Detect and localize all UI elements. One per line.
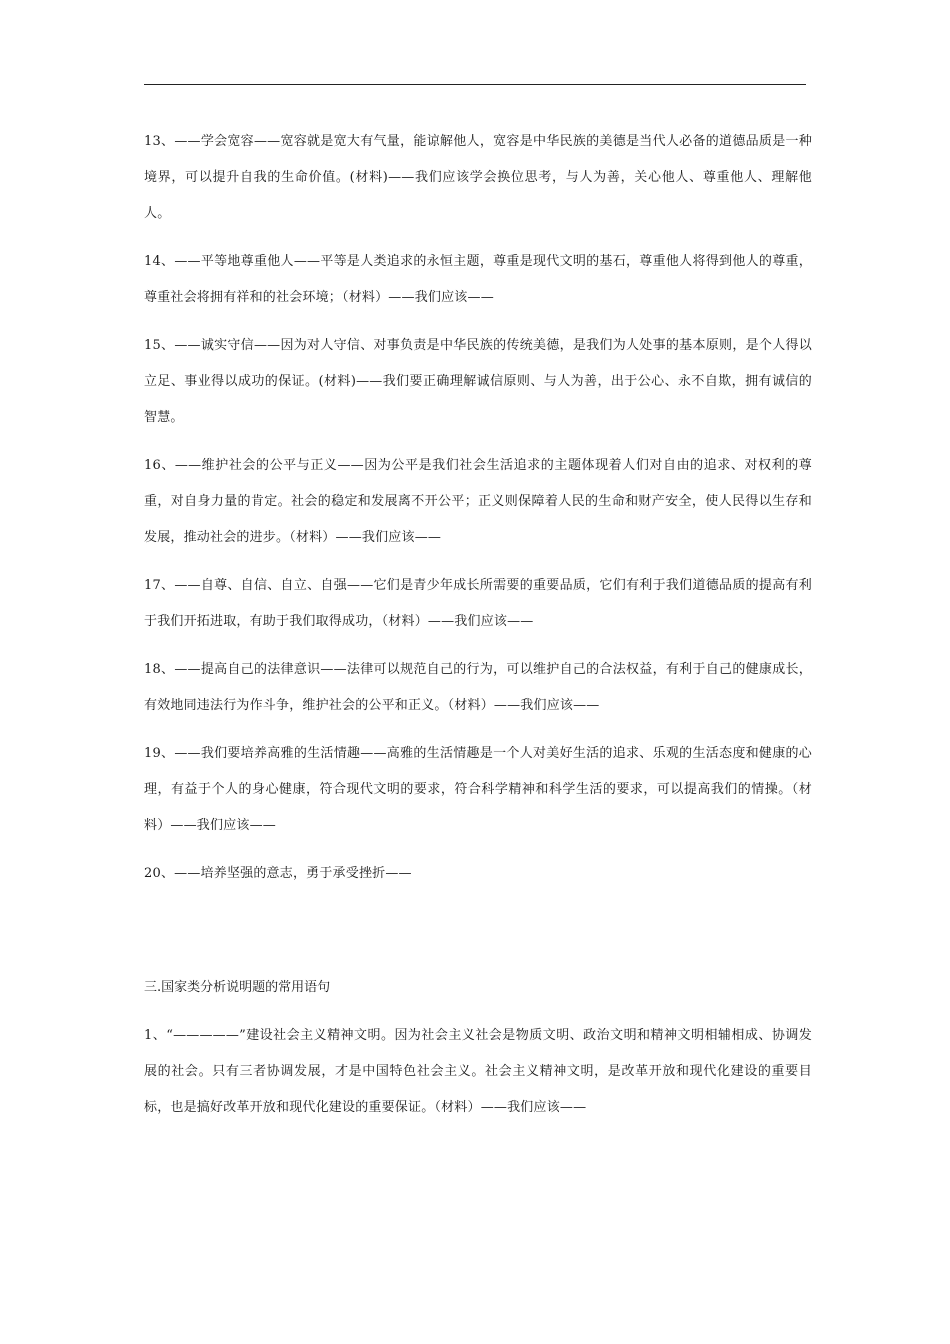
document-body xyxy=(144,124,812,1138)
item-17: 17、——自尊、自信、自立、自强——它们是青少年成长所需要的重要品质，它们有利于我们道德品质的提高有利于我们开拓进取，有助于我们取得成功，（材料）——我们应该—— xyxy=(144,578,812,629)
item-20: 20、——培养坚强的意志，勇于承受挫折—— xyxy=(144,866,412,881)
item-18: 18、——提高自己的法律意识——法律可以规范自己的行为，可以维护自己的合法权益，有利于自己的健康成长，有效地同违法行为作斗争，维护社会的公平和正义。（材料）——我们应该—— xyxy=(144,662,812,713)
header-rule xyxy=(144,84,806,85)
item-14: 14、——平等地尊重他人——平等是人类追求的永恒主题，尊重是现代文明的基石，尊重他人将得到他人的尊重，尊重社会将拥有祥和的社会环境；（材料）——我们应该—— xyxy=(144,254,812,305)
item-19: 19、——我们要培养高雅的生活情趣——高雅的生活情趣是一个人对美好生活的追求、乐观的生活态度和健康的心理，有益于个人的身心健康，符合现代文明的要求，符合科学精神和科学生活的要求，可以提高我们的情操。（材料）——我们应该—— xyxy=(144,746,812,833)
item-13: 13、——学会宽容——宽容就是宽大有气量，能谅解他人，宽容是中华民族的美德是当代人必备的道德品质是一种境界，可以提升自我的生命价值。(材料)——我们应该学会换位思考，与人为善，关心他人、尊重他人、理解他人。 xyxy=(144,134,812,221)
section-heading: 三.国家类分析说明题的常用语句 xyxy=(144,980,331,995)
section-item-1: 1、“—————”建设社会主义精神文明。因为社会主义社会是物质文明、政治文明和精神文明相辅相成、协调发展的社会。只有三者协调发展，才是中国特色社会主义。社会主义精神文明，是改革开放和现代化建设的重要目标，也是搞好改革开放和现代化建设的重要保证。（材料）——我们应该—— xyxy=(144,1028,812,1115)
item-16: 16、——维护社会的公平与正义——因为公平是我们社会生活追求的主题体现着人们对自由的追求、对权利的尊重，对自身力量的肯定。社会的稳定和发展离不开公平；正义则保障着人民的生命和财产安全，使人民得以生存和发展，推动社会的进步。（材料）——我们应该—— xyxy=(144,458,812,545)
item-15: 15、——诚实守信——因为对人守信、对事负责是中华民族的传统美德，是我们为人处事的基本原则，是个人得以立足、事业得以成功的保证。(材料)——我们要正确理解诚信原则、与人为善，出于公心、永不自欺，拥有诚信的智慧。 xyxy=(144,338,812,425)
